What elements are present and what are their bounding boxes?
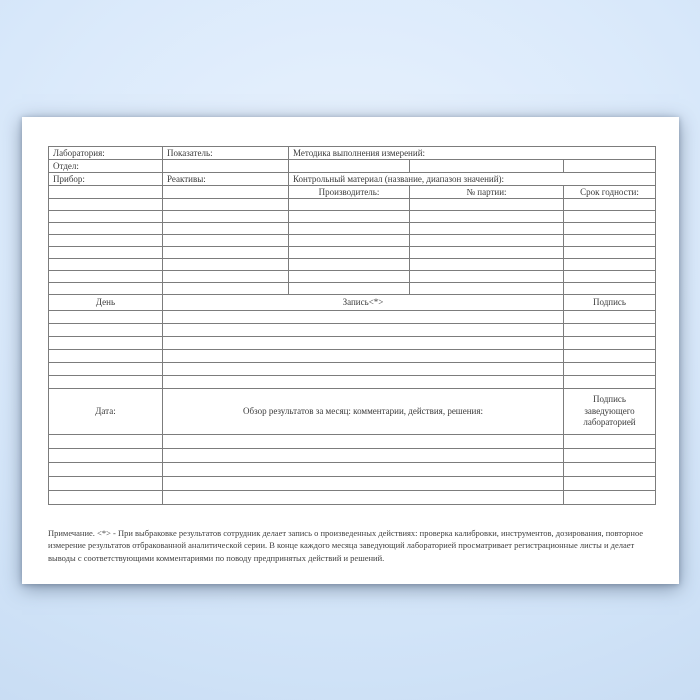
review-label: Обзор результатов за месяц: комментарии, действия, решения: bbox=[163, 389, 564, 435]
empty-cell bbox=[564, 477, 656, 491]
empty-cell bbox=[163, 363, 564, 376]
empty-cell bbox=[49, 350, 163, 363]
method-label: Методика выполнения измерений: bbox=[289, 147, 656, 160]
empty-cell bbox=[163, 271, 289, 283]
empty-row bbox=[49, 247, 656, 259]
header-row-3 bbox=[49, 173, 656, 186]
empty-cell bbox=[289, 259, 410, 271]
empty-row bbox=[49, 491, 656, 505]
empty-cell bbox=[289, 271, 410, 283]
day-record-empty-grid bbox=[49, 311, 656, 389]
empty-row bbox=[49, 463, 656, 477]
empty-cell bbox=[163, 259, 289, 271]
empty-cell bbox=[49, 311, 163, 324]
empty-cell bbox=[49, 235, 163, 247]
empty-row bbox=[49, 211, 656, 223]
empty-cell bbox=[163, 435, 564, 449]
empty-cell bbox=[289, 235, 410, 247]
empty-cell bbox=[49, 271, 163, 283]
expiry-label: Срок годности: bbox=[564, 186, 656, 199]
empty-cell bbox=[163, 324, 564, 337]
empty-cell bbox=[163, 311, 564, 324]
day-label: День bbox=[49, 295, 163, 311]
header-section bbox=[49, 147, 656, 199]
empty-cell bbox=[49, 259, 163, 271]
empty-cell bbox=[163, 283, 289, 295]
empty-row bbox=[49, 283, 656, 295]
empty-cell bbox=[49, 337, 163, 350]
empty-cell bbox=[564, 337, 656, 350]
empty-cell bbox=[410, 283, 564, 295]
empty-cell bbox=[163, 160, 289, 173]
empty-cell bbox=[564, 259, 656, 271]
empty-cell bbox=[564, 435, 656, 449]
reagents-label: Реактивы: bbox=[163, 173, 289, 186]
empty-row bbox=[49, 363, 656, 376]
empty-cell bbox=[289, 247, 410, 259]
empty-cell bbox=[49, 491, 163, 505]
empty-cell bbox=[564, 283, 656, 295]
empty-cell bbox=[163, 186, 289, 199]
empty-row bbox=[49, 435, 656, 449]
empty-cell bbox=[564, 491, 656, 505]
empty-row bbox=[49, 223, 656, 235]
empty-cell bbox=[564, 324, 656, 337]
footnote: Примечание. <*> - При выбраковке результатов сотрудник делает запись о произведенных действиях: проверка калибровки, инструментов, дозирования, повторное измерение результатов отбракованной аналитической серии. В конце каждого месяца заведующий лабораторией просматривает регистрационные листы и делает выводы с соответствующими комментариями по поводу предпринятых действий и решений. bbox=[48, 528, 644, 563]
empty-cell bbox=[410, 247, 564, 259]
empty-cell bbox=[163, 337, 564, 350]
empty-cell bbox=[49, 324, 163, 337]
empty-cell bbox=[163, 491, 564, 505]
form-area bbox=[48, 146, 656, 505]
empty-cell bbox=[289, 211, 410, 223]
upper-empty-grid bbox=[49, 199, 656, 295]
empty-cell bbox=[163, 350, 564, 363]
empty-cell bbox=[564, 311, 656, 324]
empty-cell bbox=[163, 211, 289, 223]
empty-cell bbox=[289, 199, 410, 211]
laboratory-label: Лаборатория: bbox=[49, 147, 163, 160]
manufacturer-label: Производитель: bbox=[289, 186, 410, 199]
empty-cell bbox=[564, 363, 656, 376]
empty-cell bbox=[163, 247, 289, 259]
empty-row bbox=[49, 350, 656, 363]
empty-cell bbox=[410, 259, 564, 271]
empty-cell bbox=[564, 271, 656, 283]
empty-cell bbox=[564, 211, 656, 223]
empty-cell bbox=[49, 477, 163, 491]
empty-cell bbox=[564, 160, 656, 173]
empty-cell bbox=[49, 376, 163, 389]
empty-cell bbox=[289, 223, 410, 235]
record-label: Запись<*> bbox=[163, 295, 564, 311]
header-row-4 bbox=[49, 186, 656, 199]
empty-cell bbox=[49, 283, 163, 295]
empty-cell bbox=[564, 463, 656, 477]
empty-cell bbox=[410, 199, 564, 211]
date-review-row bbox=[49, 389, 656, 435]
empty-cell bbox=[163, 199, 289, 211]
empty-row bbox=[49, 376, 656, 389]
empty-row bbox=[49, 337, 656, 350]
empty-cell bbox=[163, 235, 289, 247]
empty-cell bbox=[289, 283, 410, 295]
empty-cell bbox=[49, 247, 163, 259]
empty-cell bbox=[163, 376, 564, 389]
empty-cell bbox=[410, 271, 564, 283]
signature-label: Подпись bbox=[564, 295, 656, 311]
empty-cell bbox=[410, 223, 564, 235]
empty-cell bbox=[564, 247, 656, 259]
empty-cell bbox=[49, 449, 163, 463]
empty-row bbox=[49, 259, 656, 271]
review-empty-grid bbox=[49, 435, 656, 505]
empty-row bbox=[49, 311, 656, 324]
empty-cell bbox=[49, 223, 163, 235]
batch-label: № партии: bbox=[410, 186, 564, 199]
empty-cell bbox=[564, 376, 656, 389]
empty-cell bbox=[564, 223, 656, 235]
empty-cell bbox=[49, 435, 163, 449]
empty-cell bbox=[410, 235, 564, 247]
empty-row bbox=[49, 271, 656, 283]
empty-cell bbox=[163, 223, 289, 235]
indicator-label: Показатель: bbox=[163, 147, 289, 160]
empty-cell bbox=[564, 199, 656, 211]
head-signature-label: Подпись заведующего лабораторией bbox=[564, 389, 656, 435]
empty-cell bbox=[564, 235, 656, 247]
empty-cell bbox=[49, 186, 163, 199]
empty-row bbox=[49, 324, 656, 337]
empty-cell bbox=[564, 449, 656, 463]
empty-cell bbox=[49, 211, 163, 223]
monthly-review-section bbox=[49, 389, 656, 435]
day-header-row bbox=[49, 295, 656, 311]
empty-row bbox=[49, 235, 656, 247]
header-row-2 bbox=[49, 160, 656, 173]
empty-cell bbox=[163, 477, 564, 491]
empty-row bbox=[49, 199, 656, 211]
empty-cell bbox=[564, 350, 656, 363]
empty-cell bbox=[163, 463, 564, 477]
empty-cell bbox=[163, 449, 564, 463]
department-label: Отдел: bbox=[49, 160, 163, 173]
control-material-label: Контрольный материал (название, диапазон значений): bbox=[289, 173, 656, 186]
device-label: Прибор: bbox=[49, 173, 163, 186]
document-page bbox=[22, 117, 679, 584]
empty-cell bbox=[49, 199, 163, 211]
empty-cell bbox=[410, 211, 564, 223]
empty-row bbox=[49, 477, 656, 491]
empty-cell bbox=[289, 160, 410, 173]
header-row-1 bbox=[49, 147, 656, 160]
empty-cell bbox=[49, 463, 163, 477]
empty-row bbox=[49, 449, 656, 463]
date-label: Дата: bbox=[49, 389, 163, 435]
empty-cell bbox=[49, 363, 163, 376]
empty-cell bbox=[410, 160, 564, 173]
day-record-section bbox=[49, 295, 656, 311]
registration-form-table bbox=[48, 146, 656, 505]
